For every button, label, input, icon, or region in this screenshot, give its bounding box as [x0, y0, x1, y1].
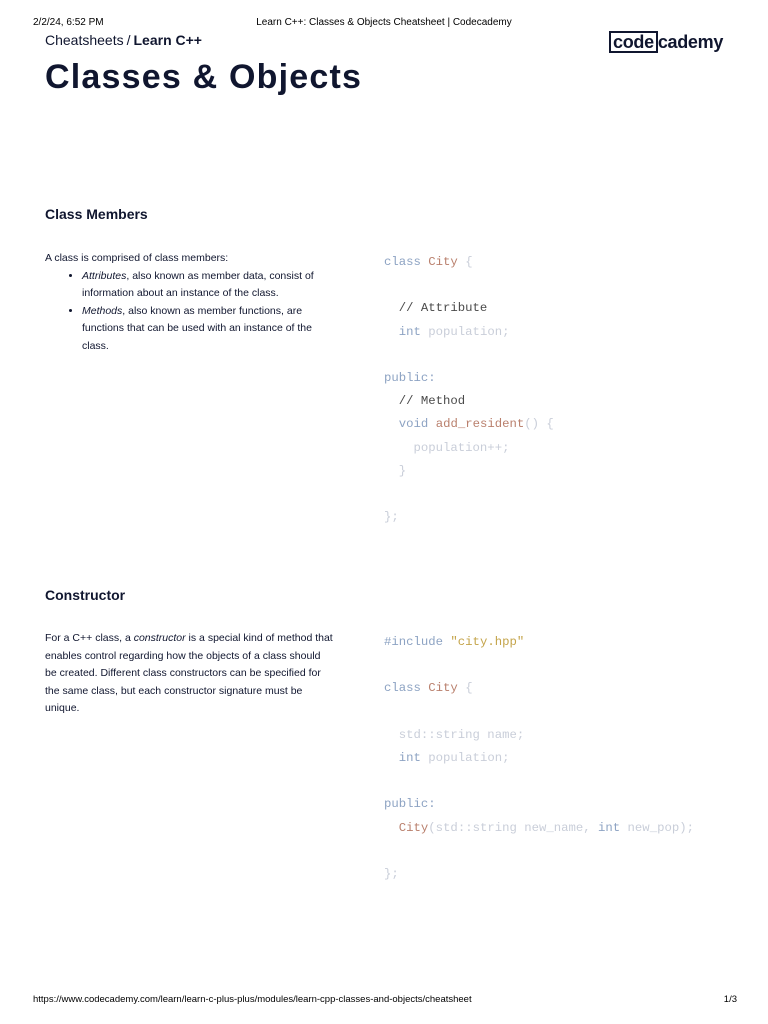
breadcrumb-cheatsheets-link[interactable]: Cheatsheets — [45, 32, 124, 48]
print-date: 2/2/24, 6:52 PM — [33, 17, 104, 28]
code-token: City — [398, 820, 429, 835]
constructor-text-1: For a C++ class, a — [45, 632, 134, 644]
code-token: public: — [384, 371, 436, 386]
code-token — [384, 325, 399, 339]
constructor-paragraph — [45, 630, 335, 718]
term-constructor: constructor — [133, 632, 186, 644]
code-token: // Method — [384, 394, 466, 409]
code-token: new_pop); — [620, 820, 694, 835]
codecademy-logo[interactable] — [609, 31, 723, 53]
code-token: class — [384, 255, 429, 269]
section-title-constructor: Constructor — [45, 587, 126, 603]
code-token: std::string name; — [384, 727, 525, 742]
methods-text: , also known as member functions, are functions that can be used with an instance of the class. — [82, 304, 312, 352]
page-title: Classes & Objects — [45, 58, 363, 96]
code-token: }; — [384, 510, 399, 525]
class-members-description — [45, 250, 335, 355]
term-attributes: Attributes — [82, 269, 127, 282]
code-token: City — [428, 255, 458, 269]
constructor-text-2: is a special kind of method that enables control regarding how the objects of a class should be created. Different class constructors can be specified for the same class, but each constructor signature must be unique. — [45, 632, 333, 714]
code-token: class — [384, 681, 429, 696]
code-token: { — [457, 255, 473, 269]
code-token — [384, 751, 399, 765]
code-token: { — [457, 681, 473, 696]
code-token: population; — [420, 751, 510, 766]
list-item-methods — [82, 303, 335, 356]
list-item-attributes — [82, 268, 335, 303]
code-token: int — [398, 751, 421, 766]
print-page-title: Learn C++: Classes & Objects Cheatsheet | Codecademy — [256, 17, 512, 28]
class-members-code-block[interactable] — [384, 251, 554, 529]
code-token: int — [398, 324, 421, 339]
code-token: // Attribute — [384, 301, 488, 316]
code-token — [384, 821, 399, 835]
code-token: void — [398, 417, 429, 432]
breadcrumb-current-course[interactable]: Learn C++ — [133, 32, 202, 48]
attributes-text: , also known as member data, consist of information about an instance of the class. — [82, 269, 314, 299]
code-token: #include — [384, 635, 451, 649]
term-methods: Methods — [82, 304, 123, 317]
code-token: population; — [420, 324, 510, 339]
class-members-intro: A class is comprised of class members: — [45, 252, 229, 264]
code-token: int — [598, 820, 621, 835]
logo-rest-text: cademy — [657, 32, 724, 52]
code-token — [384, 417, 399, 431]
code-token: population++; — [384, 440, 510, 455]
constructor-description — [45, 630, 335, 718]
footer-url: https://www.codecademy.com/learn/learn-c-plus-plus/modules/learn-cpp-classes-and-objects/cheatsheet — [33, 994, 472, 1005]
code-token: public: — [384, 797, 436, 812]
footer-page-number: 1/3 — [723, 994, 737, 1005]
code-token: } — [384, 463, 407, 478]
code-token — [428, 417, 435, 431]
code-token: () { — [524, 417, 554, 432]
code-token: }; — [384, 867, 399, 882]
code-token: (std::string new_name, — [428, 820, 599, 835]
constructor-code-block[interactable] — [384, 631, 694, 886]
section-title-class-members: Class Members — [45, 206, 148, 222]
logo-boxed-text: code — [609, 31, 658, 53]
class-members-list — [45, 268, 335, 356]
code-token: City — [428, 681, 458, 696]
code-token: "city.hpp" — [450, 635, 525, 649]
breadcrumb — [45, 32, 202, 48]
code-token: add_resident — [435, 417, 525, 432]
breadcrumb-separator: / — [126, 32, 131, 48]
